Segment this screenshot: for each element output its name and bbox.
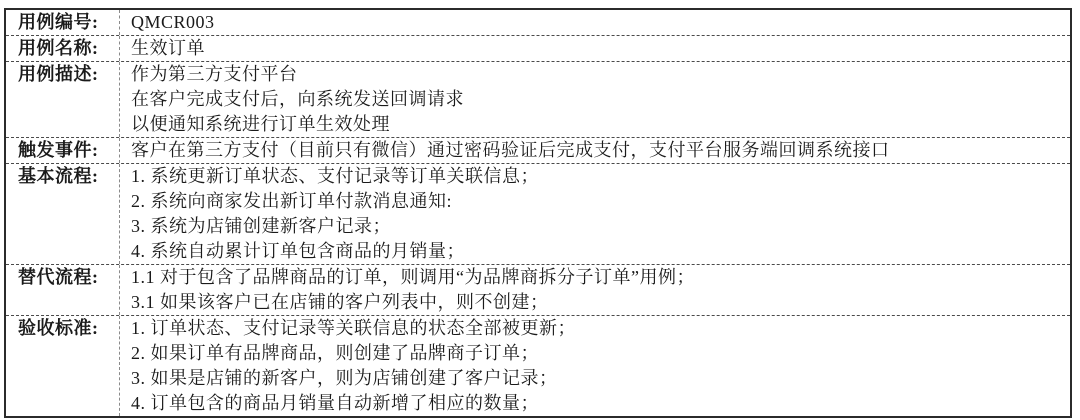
table-row xyxy=(6,137,1070,163)
row-label: 验收标准: xyxy=(6,316,120,416)
row-content xyxy=(120,10,1070,35)
row-content xyxy=(120,316,1070,416)
row-content xyxy=(120,265,1070,315)
row-content-line: 生效订单 xyxy=(131,38,205,58)
row-content-line: QMCR003 xyxy=(131,12,215,32)
row-label: 用例编号: xyxy=(6,10,120,35)
row-label: 基本流程: xyxy=(6,164,120,264)
row-content-line: 3. 如果是店铺的新客户，则为店铺创建了客户记录； xyxy=(131,368,558,388)
row-content-line: 1.1 对于包含了品牌商品的订单，则调用“为品牌商拆分子订单”用例； xyxy=(131,267,695,287)
row-label: 替代流程: xyxy=(6,265,120,315)
use-case-table xyxy=(4,8,1072,418)
row-content-line: 2. 如果订单有品牌商品，则创建了品牌商子订单； xyxy=(131,343,539,363)
row-label: 用例名称: xyxy=(6,36,120,61)
row-content-line: 4. 系统自动累计订单包含商品的月销量； xyxy=(131,241,465,261)
row-content xyxy=(120,138,1070,163)
row-content-line: 4. 订单包含的商品月销量自动新增了相应的数量； xyxy=(131,393,539,413)
table-row xyxy=(6,163,1070,264)
row-content-line: 3.1 如果该客户已在店铺的客户列表中，则不创建； xyxy=(131,292,549,312)
row-content-line: 客户在第三方支付（目前只有微信）通过密码验证后完成支付，支付平台服务端回调系统接口 xyxy=(131,140,890,160)
row-content-line: 1. 系统更新订单状态、支付记录等订单关联信息； xyxy=(131,166,539,186)
table-row xyxy=(6,35,1070,61)
row-content-line: 1. 订单状态、支付记录等关联信息的状态全部被更新； xyxy=(131,318,576,338)
table-row xyxy=(6,315,1070,416)
row-content-line: 3. 系统为店铺创建新客户记录； xyxy=(131,216,391,236)
row-content xyxy=(120,164,1070,264)
row-label: 用例描述: xyxy=(6,62,120,137)
row-content xyxy=(120,62,1070,137)
row-content xyxy=(120,36,1070,61)
row-content-line: 2. 系统向商家发出新订单付款消息通知: xyxy=(131,191,452,211)
row-content-line: 在客户完成支付后，向系统发送回调请求 xyxy=(131,89,464,109)
row-content-line: 以便通知系统进行订单生效处理 xyxy=(131,114,390,134)
row-content-line: 作为第三方支付平台 xyxy=(131,64,298,84)
table-row xyxy=(6,10,1070,35)
row-label: 触发事件: xyxy=(6,138,120,163)
table-row xyxy=(6,264,1070,315)
table-row xyxy=(6,61,1070,137)
